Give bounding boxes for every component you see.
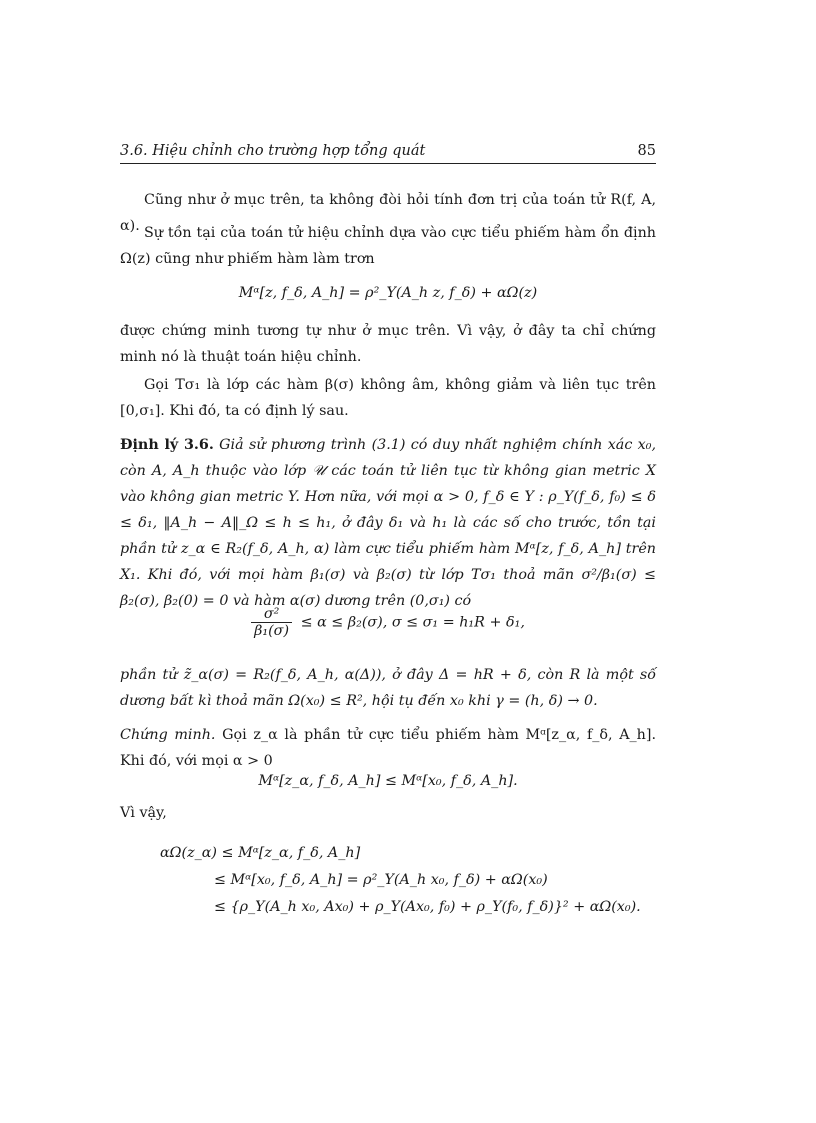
theorem-label: Định lý 3.6. [120, 437, 214, 453]
aligned-line-2: ≤ Mᵅ[x₀, f_δ, A_h] = ρ²_Y(A_h x₀, f_δ) + αΩ(x₀) [214, 872, 548, 888]
paragraph-4: Gọi Tσ₁ là lớp các hàm β(σ) không âm, không giảm và liên tục trên [0,σ₁]. Khi đó, ta có định lý sau. [120, 377, 656, 419]
smoothing-functional-equation: Mᵅ[z, f_δ, A_h] = ρ²_Y(A_h z, f_δ) + αΩ(z) [238, 285, 538, 301]
condition-rest: ≤ α ≤ β₂(σ), σ ≤ σ₁ = h₁R + δ₁, [300, 614, 525, 631]
proof-intro [120, 722, 656, 774]
therefore-text: Vì vậy, [120, 805, 167, 821]
paragraph-1: Cũng như ở mục trên, ta không đòi hỏi tính đơn trị của toán tử R(f, A, α). [120, 192, 656, 234]
paragraph-3: được chứng minh tương tự như ở mục trên. Vì vậy, ở đây ta chỉ chứng minh nó là thuật toán hiệu chỉnh. [120, 323, 656, 365]
aligned-line-3: ≤ {ρ_Y(A_h x₀, Ax₀) + ρ_Y(Ax₀, f₀) + ρ_Y(f₀, f_δ)}² + αΩ(x₀). [214, 899, 641, 915]
minimum-inequality: Mᵅ[z_α, f_δ, A_h] ≤ Mᵅ[x₀, f_δ, A_h]. [258, 773, 518, 789]
paragraph-2: Sự tồn tại của toán tử hiệu chỉnh dựa vào cực tiểu phiếm hàm ổn định Ω(z) cũng như phiếm hàm làm trơn [120, 225, 656, 267]
theorem-block [120, 432, 656, 614]
theorem-conclusion: phần tử z̃_α(σ) = R₂(f_δ, A_h, α(Δ)), ở đây Δ = hR + δ, còn R là một số dương bất kì thoả mãn Ω(x₀) ≤ R², hội tụ đến x₀ khi γ = (h, δ) → 0. [120, 667, 656, 709]
proof-intro-text: Gọi z_α là phần tử cực tiểu phiếm hàm Mᵅ[z_α, f_δ, A_h]. Khi đó, với mọi α > 0 [120, 727, 657, 769]
proof-label: Chứng minh. [120, 727, 216, 743]
fraction-numerator: σ² [251, 606, 292, 623]
section-title: 3.6. Hiệu chỉnh cho trường hợp tổng quát [120, 143, 426, 159]
aligned-line-1: αΩ(z_α) ≤ Mᵅ[z_α, f_δ, A_h] [160, 845, 361, 861]
theorem-body: Giả sử phương trình (3.1) có duy nhất nghiệm chính xác x₀, còn A, A_h thuộc vào lớp 𝒰 các toán tử liên tục từ không gian metric X vào không gian metric Y. Hơn nữa, với mọi α > 0, f_δ ∈ Y : ρ_Y(f_δ, f₀) ≤ δ ≤ δ₁, ‖A_h − A‖_Ω ≤ h ≤ h₁, ở đây δ₁ và h₁ là các số cho trước, tồn tại phần tử z_α ∈ R₂(f_δ, A_h, α) làm cực tiểu phiếm hàm Mᵅ[z, f_δ, A_h] trên X₁. Khi đó, với mọi hàm β₁(σ) và β₂(σ) từ lớp Tσ₁ thoả mãn σ²/β₁(σ) ≤ β₂(σ), β₂(0) = 0 và hàm α(σ) dương trên (0,σ₁) có [120, 437, 656, 609]
fraction-denominator: β₁(σ) [254, 623, 290, 639]
fraction [251, 606, 292, 639]
header-rule [120, 163, 656, 164]
condition-equation [120, 606, 656, 639]
running-header [120, 143, 656, 163]
page-number: 85 [637, 143, 656, 159]
